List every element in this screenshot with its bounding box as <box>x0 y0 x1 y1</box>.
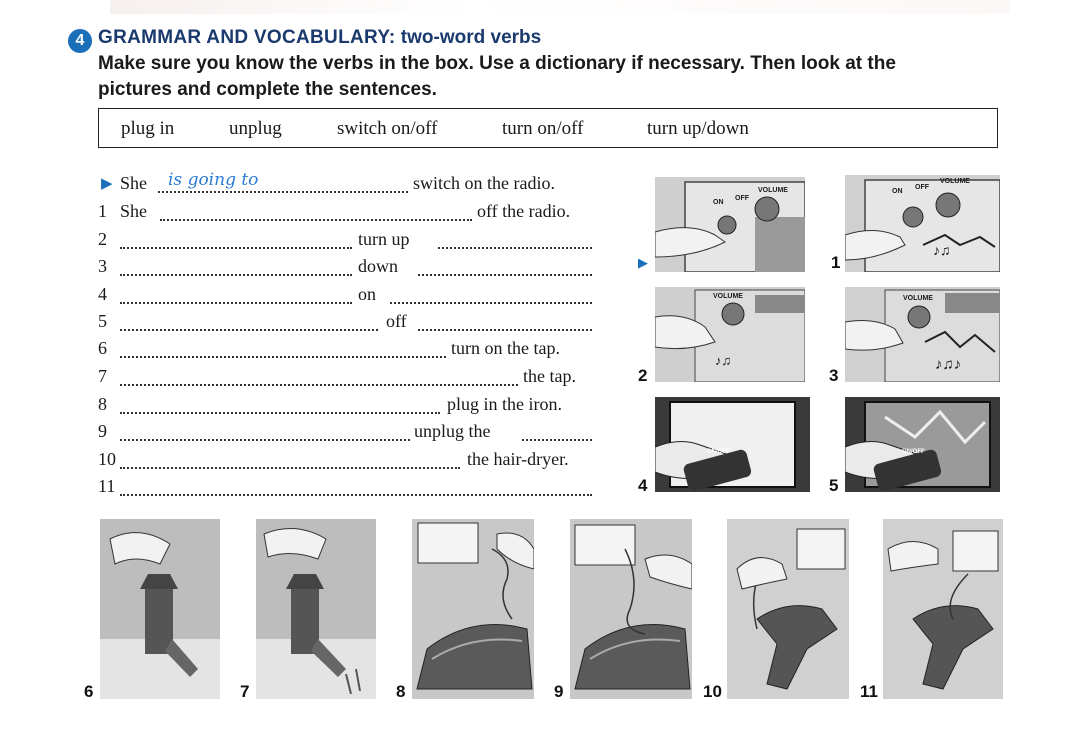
exercise-heading <box>98 27 541 49</box>
picture-8-iron <box>412 519 534 699</box>
vocab-word: plug in <box>121 118 175 139</box>
picture-number: 5 <box>829 476 839 495</box>
sentence-number: 5 <box>98 311 107 331</box>
picture-number: 9 <box>554 682 564 701</box>
picture-10-hair-dryer <box>727 519 849 699</box>
picture-number: 11 <box>860 682 878 701</box>
svg-text:♪♫♪: ♪♫♪ <box>935 357 962 373</box>
answer-dotted-line[interactable] <box>120 329 378 331</box>
answer-dotted-line[interactable] <box>120 439 410 441</box>
picture-number: 7 <box>240 682 250 701</box>
answer-dotted-line[interactable] <box>120 467 460 469</box>
sentence-number: 4 <box>98 284 107 304</box>
picture-number: 6 <box>84 682 94 701</box>
picture-number: 10 <box>703 682 722 701</box>
sentence-end: plug in the iron. <box>447 394 562 414</box>
radio-off-label: OFF <box>915 184 929 191</box>
picture-3-radio-volume <box>845 287 1000 382</box>
radio-volume-label: VOLUME <box>903 295 933 302</box>
vocab-word: turn on/off <box>502 118 584 139</box>
answer-dotted-line[interactable] <box>120 384 518 386</box>
radio-volume-label: VOLUME <box>713 293 743 300</box>
page-top-strip <box>110 0 1010 14</box>
answer-dotted-line[interactable] <box>120 356 446 358</box>
sentence-number: 11 <box>98 476 116 496</box>
picture-9-iron <box>570 519 692 699</box>
sentence-number: 10 <box>98 449 116 469</box>
sentence-mid: on <box>358 284 376 304</box>
example-answer: is going to <box>168 170 259 190</box>
picture-7-tap <box>256 519 376 699</box>
example-start: She <box>120 173 147 193</box>
answer-dotted-line[interactable] <box>390 302 592 304</box>
sentence-number: 9 <box>98 421 107 441</box>
sentence-mid: turn up <box>358 229 410 249</box>
answer-dotted-line[interactable] <box>418 274 592 276</box>
radio-on-label: ON <box>713 199 724 206</box>
answer-dotted-line[interactable] <box>522 439 592 441</box>
heading-sub: two-word verbs <box>400 27 542 48</box>
answer-dotted-line[interactable] <box>160 219 472 221</box>
sentence-mid: unplug the <box>414 421 491 441</box>
answer-dotted-line[interactable] <box>418 329 592 331</box>
svg-text:♪♫: ♪♫ <box>715 353 732 368</box>
sentence-number: 8 <box>98 394 107 414</box>
vocab-word: switch on/off <box>337 118 438 139</box>
answer-dotted-line <box>158 191 408 193</box>
sentence-number: 2 <box>98 229 107 249</box>
sentence-end: the hair-dryer. <box>467 449 569 469</box>
picture-5-tv-remote <box>845 397 1000 492</box>
remote-on-off-label: ON/OFF <box>707 449 730 455</box>
svg-text:♪♫: ♪♫ <box>933 244 951 259</box>
sentence-mid: off <box>386 311 407 331</box>
picture-example-radio <box>655 177 805 272</box>
sentence-number: 1 <box>98 201 107 221</box>
radio-volume-label: VOLUME <box>940 178 970 185</box>
remote-on-off-label: ON/OFF <box>902 449 925 455</box>
exercise-instructions <box>98 51 998 103</box>
answer-dotted-line[interactable] <box>438 247 592 249</box>
sentence-number: 7 <box>98 366 107 386</box>
sentence-number: 3 <box>98 256 107 276</box>
sentence-end: the tap. <box>523 366 576 386</box>
example-end: switch on the radio. <box>413 173 555 193</box>
sentence-mid: down <box>358 256 398 276</box>
answer-dotted-line[interactable] <box>120 412 440 414</box>
sentence-end: off the radio. <box>477 201 571 221</box>
vocabulary-box <box>98 108 998 148</box>
picture-6-tap <box>100 519 220 699</box>
vocab-word: unplug <box>229 118 282 139</box>
picture-number: 8 <box>396 682 406 701</box>
example-arrow-icon: ▶ <box>101 174 113 192</box>
picture-number: 4 <box>638 476 648 495</box>
instructions-line-1: Make sure you know the verbs in the box. Use a dictionary if necessary. Then look at the <box>98 53 896 74</box>
picture-4-tv-remote <box>655 397 810 492</box>
picture-example-arrow-icon: ▶ <box>638 256 648 271</box>
picture-number: 2 <box>638 366 648 385</box>
heading-main: GRAMMAR AND VOCABULARY: <box>98 27 396 48</box>
answer-dotted-line[interactable] <box>120 494 592 496</box>
picture-2-radio-volume <box>655 287 805 382</box>
picture-11-hair-dryer <box>883 519 1003 699</box>
sentence-number: 6 <box>98 338 107 358</box>
answer-dotted-line[interactable] <box>120 302 352 304</box>
vocab-word: turn up/down <box>647 118 749 139</box>
radio-on-label: ON <box>892 188 903 195</box>
picture-1-radio <box>845 175 1000 272</box>
radio-off-label: OFF <box>735 195 749 202</box>
exercise-number-badge: 4 <box>68 29 92 53</box>
radio-volume-label: VOLUME <box>758 187 788 194</box>
picture-number: 1 <box>831 253 841 272</box>
instructions-line-2: pictures and complete the sentences. <box>98 79 437 100</box>
sentence-end: turn on the tap. <box>451 338 560 358</box>
sentence-start: She <box>120 201 147 221</box>
answer-dotted-line[interactable] <box>120 247 352 249</box>
answer-dotted-line[interactable] <box>120 274 352 276</box>
picture-number: 3 <box>829 366 839 385</box>
